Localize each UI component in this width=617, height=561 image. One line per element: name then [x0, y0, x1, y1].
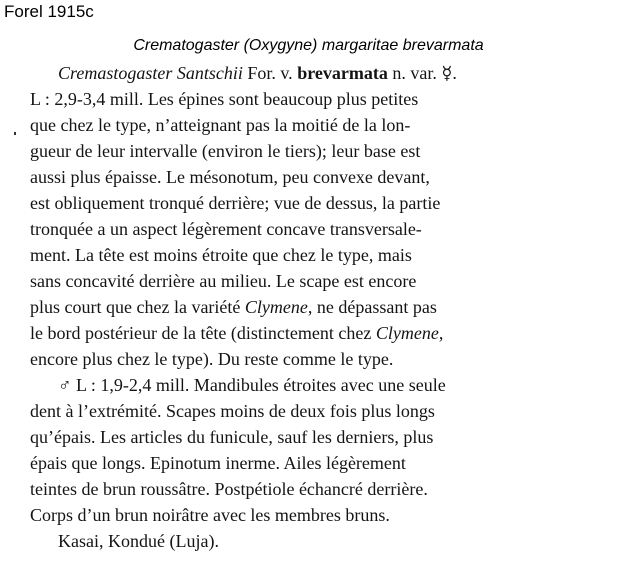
- text-line-17: teintes de brun roussâtre. Postpétiole échancré derrière.: [30, 479, 428, 499]
- variety-reference: Clymene: [244, 297, 308, 317]
- text-line-4: gueur de leur intervalle (environ le tiers); leur base est: [30, 141, 421, 161]
- authority-text: For. v.: [242, 63, 298, 83]
- text-segment: plus court que chez la variété: [30, 297, 245, 317]
- variety-name: brevarmata: [297, 63, 388, 83]
- text-line-9: sans concavité derrière au milieu. Le scape est encore: [30, 271, 417, 291]
- text-line-6: est obliquement tronqué derrière; vue de dessus, la partie: [30, 193, 441, 213]
- variety-reference: Clymene: [375, 323, 439, 343]
- text-line-14: dent à l’extrémité. Scapes moins de deux fois plus longs: [30, 401, 435, 421]
- taxon-title: Crematogaster (Oxygyne) margaritae brevarmata: [133, 37, 484, 54]
- worker-symbol: ☿.: [441, 63, 457, 83]
- text-line-5: aussi plus épaisse. Le mésonotum, peu convexe devant,: [30, 167, 430, 187]
- text-segment: L : 1,9-2,4 mill. Mandibules étroites avec une seule: [71, 375, 446, 395]
- genus-species-name: Cremastogaster Santschii: [58, 63, 243, 83]
- text-segment: le bord postérieur de la tête (distinctement chez: [30, 323, 376, 343]
- text-line-3: que chez le type, n’atteignant pas la moitié de la lon-: [30, 115, 411, 135]
- text-line-16: épais que longs. Epinotum inerme. Ailes légèrement: [30, 453, 406, 473]
- citation-label: Forel 1915c: [4, 2, 94, 21]
- text-segment: ,: [438, 323, 444, 343]
- text-line-7: tronquée a un aspect légèrement concave transversale-: [30, 219, 422, 239]
- text-segment: , ne dépassant pas: [307, 297, 437, 317]
- text-line-13: [58, 374, 446, 396]
- scan-speck: [14, 132, 16, 135]
- text-line-15: qu’épais. Les articles du funicule, sauf les derniers, plus: [30, 427, 434, 447]
- text-line-11: [30, 322, 443, 344]
- text-line-1: [58, 62, 457, 84]
- text-line-19: Kasai, Kondué (Luja).: [58, 531, 219, 551]
- text-line-18: Corps d’un brun noirâtre avec les membres bruns.: [30, 505, 390, 525]
- male-symbol: ♂: [58, 375, 72, 395]
- nov-var-text: n. var.: [387, 63, 442, 83]
- text-line-8: ment. La tête est moins étroite que chez le type, mais: [30, 245, 412, 265]
- text-line-10: [30, 296, 437, 318]
- text-line-12: encore plus chez le type). Du reste comme le type.: [30, 349, 394, 369]
- text-line-2: L : 2,9-3,4 mill. Les épines sont beaucoup plus petites: [30, 89, 419, 109]
